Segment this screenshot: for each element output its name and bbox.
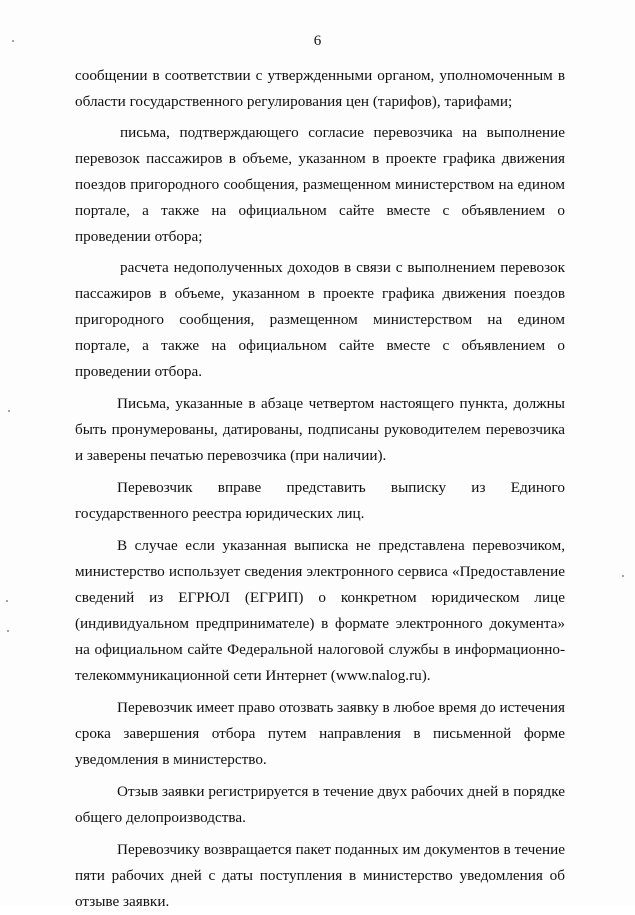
document-body xyxy=(75,63,565,915)
paragraph-6: В случае если указанная выписка не представлена перевозчиком, министерство использует сведения электронного сервиса «Предоставление сведений из ЕГРЮЛ (ЕГРИП) о конкретном юридическом лице (индивидуальном предпринимателе) в формате электронного документа» на официальном сайте Федеральной налоговой службы в информационно-телекоммуникационной сети Интернет (www.nalog.ru). xyxy=(75,537,565,684)
paragraph-4: Письма, указанные в абзаце четвертом настоящего пункта, должны быть пронумерованы, датированы, подписаны руководителем перевозчика и заверены печатью перевозчика (при наличии). xyxy=(75,395,565,464)
scan-speck xyxy=(12,40,14,42)
scan-speck xyxy=(8,410,10,412)
paragraph-2: письма, подтверждающего согласие перевозчика на выполнение перевозок пассажиров в объеме, указанном в проекте графика движения поездов пригородного сообщения, размещенном министерством на едином портале, а также на официальном сайте вместе с объявлением о проведении отбора; xyxy=(75,124,565,245)
scan-speck xyxy=(622,575,624,577)
scan-speck xyxy=(7,630,9,632)
paragraph-3: расчета недополученных доходов в связи с выполнением перевозок пассажиров в объеме, указанном в проекте графика движения поездов пригородного сообщения, размещенном министерством на едином портале, а также на официальном сайте вместе с объявлением о проведении отбора. xyxy=(75,259,565,380)
paragraph-7: Перевозчик имеет право отозвать заявку в любое время до истечения срока завершения отбора путем направления в письменной форме уведомления в министерство. xyxy=(75,699,565,768)
paragraph-5: Перевозчик вправе представить выписку из Единого государственного реестра юридических лиц. xyxy=(75,479,565,522)
scan-speck xyxy=(6,600,8,602)
paragraph-9: Перевозчику возвращается пакет поданных им документов в течение пяти рабочих дней с даты поступления в министерство уведомления об отзыве заявки. xyxy=(75,841,565,910)
page-number: 6 xyxy=(313,33,322,49)
paragraph-1: сообщении в соответствии с утвержденными органом, уполномоченным в области государственного регулирования цен (тарифов), тарифами; xyxy=(75,67,565,110)
paragraph-8: Отзыв заявки регистрируется в течение двух рабочих дней в порядке общего делопроизводства. xyxy=(75,783,565,826)
